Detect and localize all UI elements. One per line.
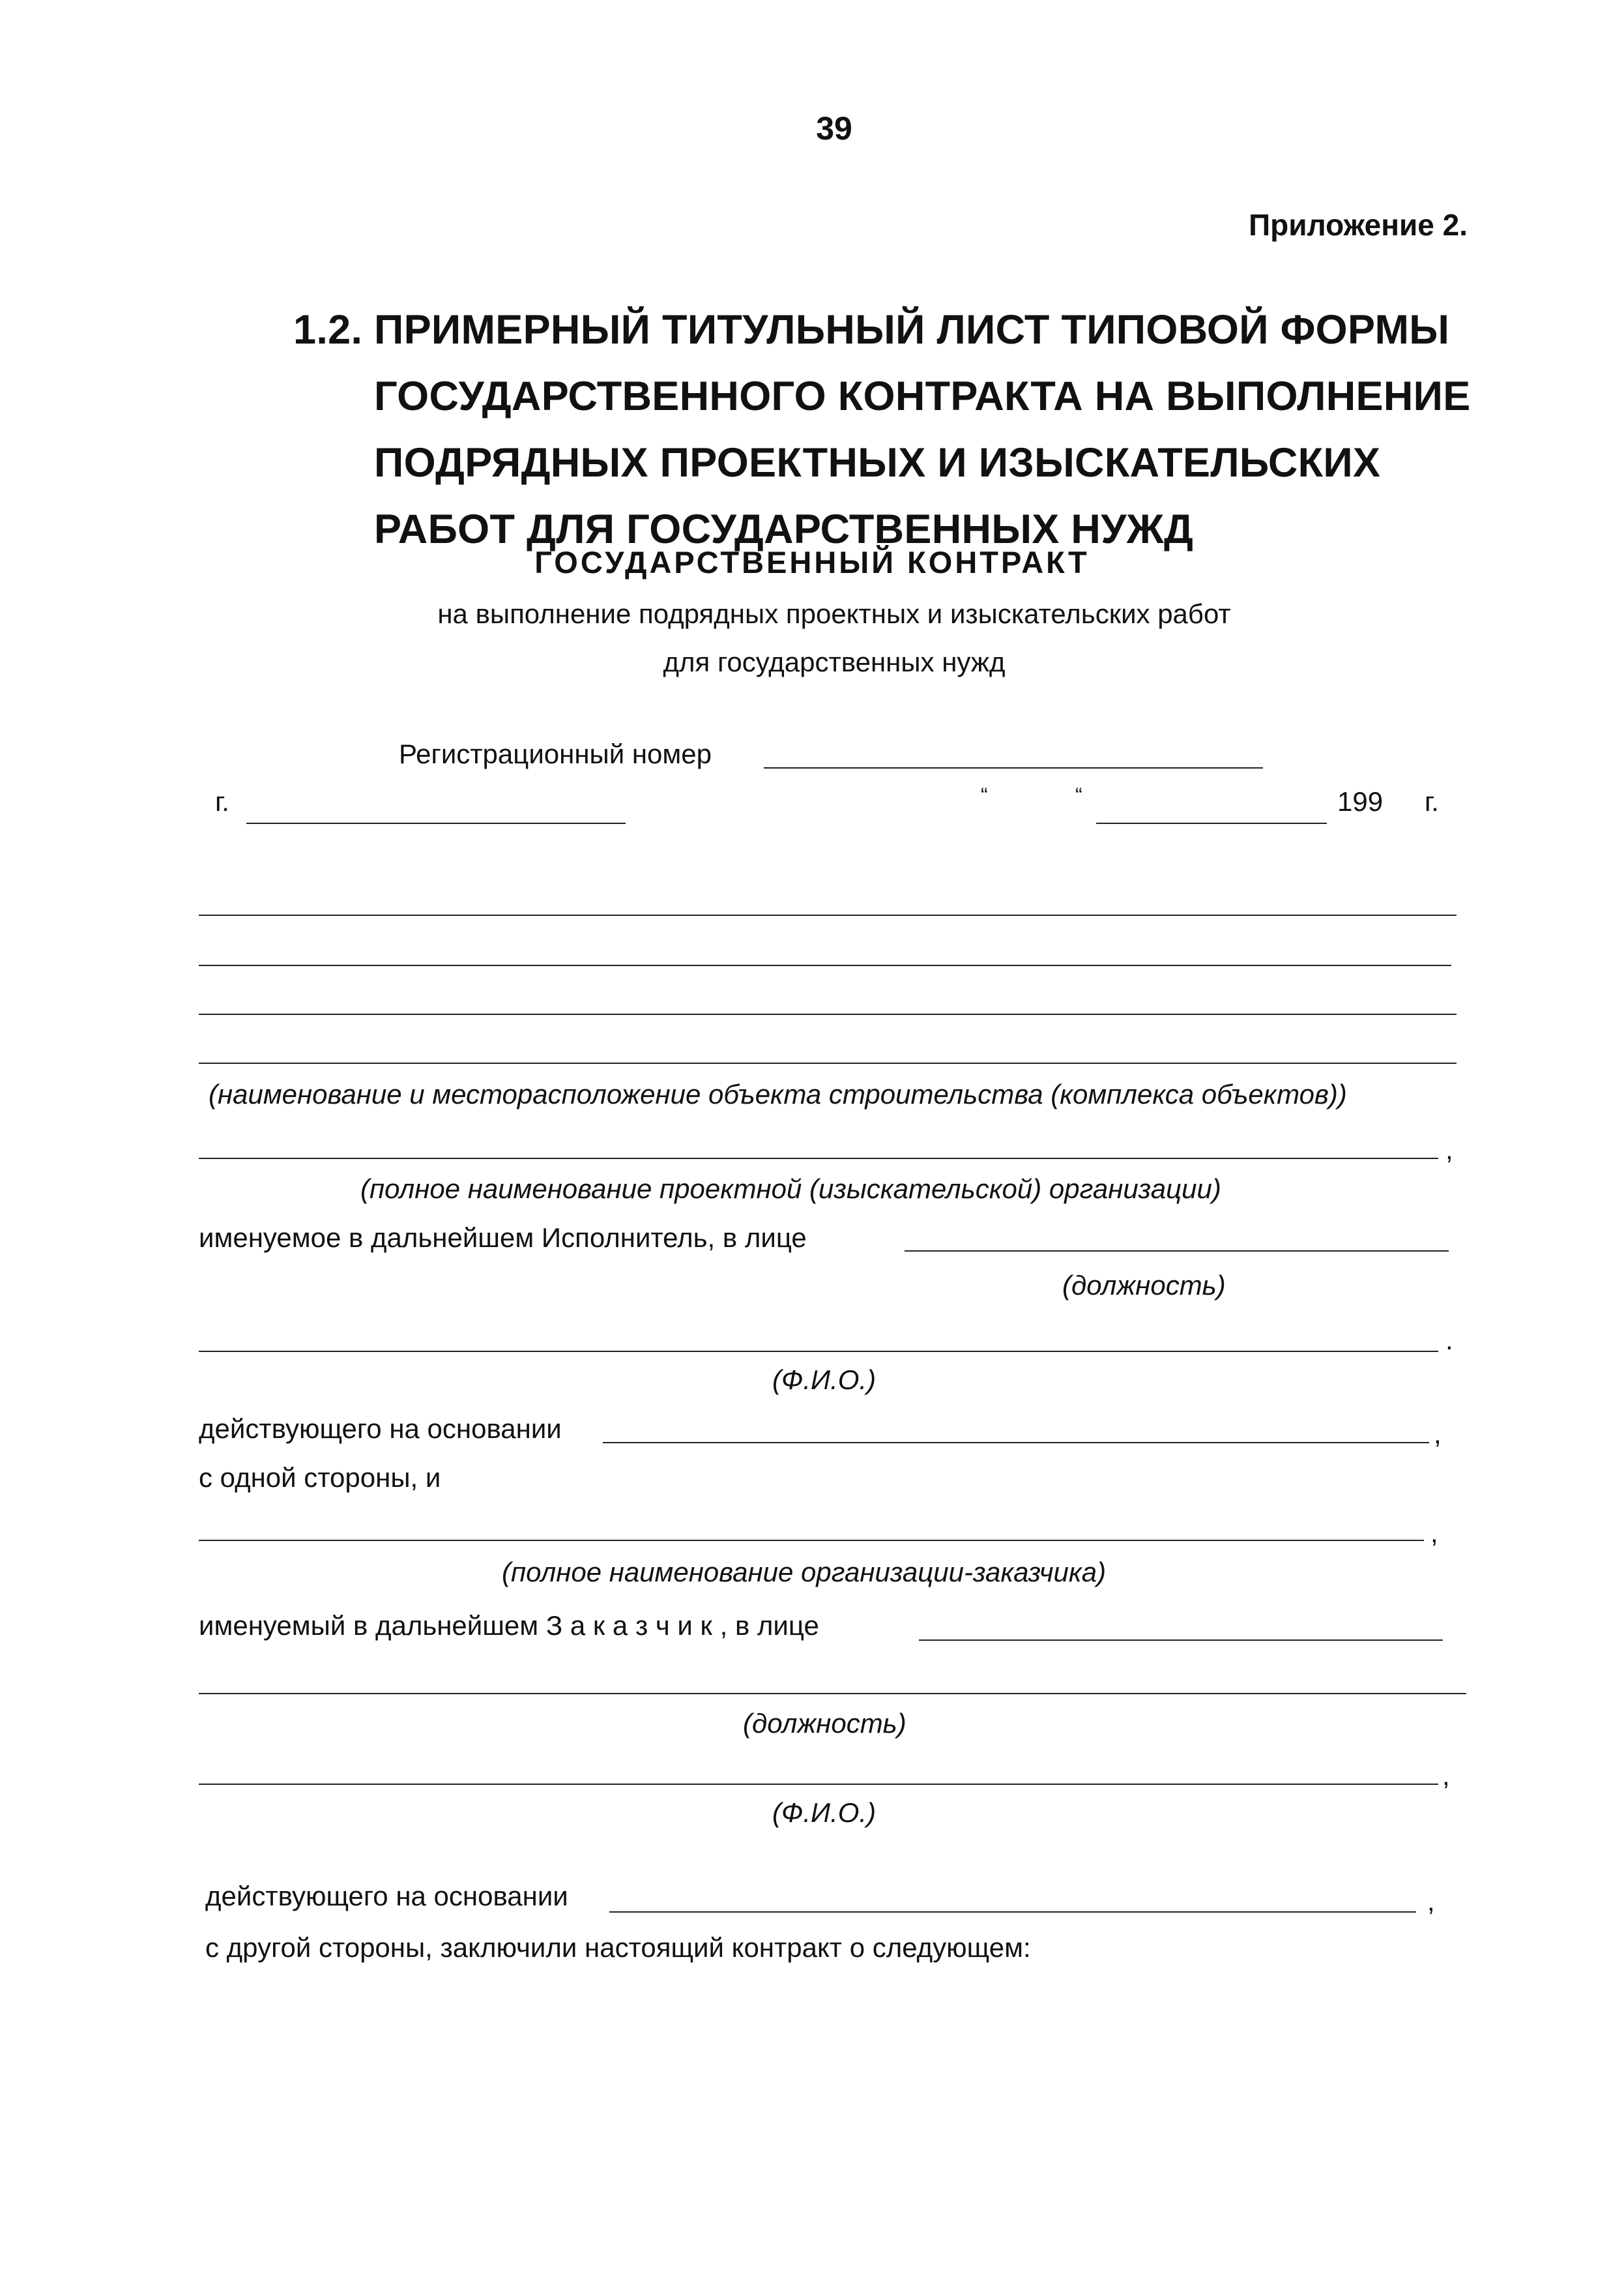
contractor-basis-field[interactable] <box>603 1442 1429 1443</box>
contractor-basis-comma: , <box>1434 1418 1442 1449</box>
contractor-named-text: именуемое в дальнейшем Исполнитель, в лице <box>199 1222 807 1253</box>
contract-subtitle-2: для государственных нужд <box>663 647 1006 677</box>
customer-fio-comma: , <box>1442 1760 1450 1791</box>
reg-number-field[interactable] <box>764 767 1263 769</box>
city-field[interactable] <box>246 823 626 824</box>
object-field-line-4[interactable] <box>199 1063 1457 1064</box>
contractor-fio-field[interactable] <box>199 1351 1438 1352</box>
title-line-1-text: ПРИМЕРНЫЙ ТИТУЛЬНЫЙ ЛИСТ ТИПОВОЙ ФОРМЫ <box>374 307 1450 353</box>
year-prefix: 199 <box>1337 786 1384 817</box>
date-quote-open: “ <box>981 784 988 807</box>
contractor-acting-basis: действующего на основании <box>199 1413 562 1444</box>
object-field-line-3[interactable] <box>199 1014 1457 1015</box>
title-line-3-text: ПОДРЯДНЫХ ПРОЕКТНЫХ И ИЗЫСКАТЕЛЬСКИХ <box>374 440 1381 486</box>
customer-caption: (полное наименование организации-заказчика) <box>502 1557 1107 1587</box>
contractor-comma: , <box>1445 1134 1453 1165</box>
customer-basis-field[interactable] <box>609 1911 1416 1913</box>
contractor-caption: (полное наименование проектной (изыскательской) организации) <box>360 1173 1221 1204</box>
section-number: 1.2. <box>293 307 363 353</box>
contractor-representative-field[interactable] <box>905 1250 1449 1252</box>
date-quote-close: “ <box>1075 784 1082 807</box>
contractor-fio-caption: (Ф.И.О.) <box>772 1364 877 1395</box>
customer-named-text: именуемый в дальнейшем З а к а з ч и к , в лице <box>199 1610 819 1641</box>
title-line-1 <box>293 297 1471 363</box>
customer-position-field[interactable] <box>199 1693 1466 1694</box>
object-field-line-2[interactable] <box>199 965 1451 966</box>
city-label: г. <box>215 786 229 817</box>
contractor-position-caption: (должность) <box>1062 1270 1226 1300</box>
date-month-field[interactable] <box>1096 823 1327 824</box>
contract-title: ГОСУДАРСТВЕННЫЙ КОНТРАКТ <box>534 545 1090 580</box>
title-line-2-text: ГОСУДАРСТВЕННОГО КОНТРАКТА НА ВЫПОЛНЕНИЕ <box>374 374 1471 419</box>
object-caption: (наименование и месторасположение объекта строительства (комплекса объектов)) <box>209 1079 1347 1109</box>
object-field-line-1[interactable] <box>199 915 1457 916</box>
customer-fio-caption: (Ф.И.О.) <box>772 1797 877 1828</box>
customer-fio-field[interactable] <box>199 1784 1438 1785</box>
other-side-text: с другой стороны, заключили настоящий контракт о следующем: <box>205 1932 1031 1963</box>
title-line-3 <box>293 430 1471 496</box>
customer-representative-field[interactable] <box>919 1639 1443 1641</box>
page-number: 39 <box>816 110 852 147</box>
customer-position-caption: (должность) <box>743 1708 906 1739</box>
section-title <box>293 297 1471 563</box>
contractor-fio-period: . <box>1445 1325 1453 1355</box>
title-line-2 <box>293 363 1471 430</box>
customer-comma: , <box>1430 1518 1438 1548</box>
customer-field[interactable] <box>199 1540 1424 1541</box>
title-line-4-text: РАБОТ ДЛЯ ГОСУДАРСТВЕННЫХ НУЖД <box>374 507 1194 552</box>
appendix-label: Приложение 2. <box>1249 208 1468 242</box>
contract-subtitle-1: на выполнение подрядных проектных и изыскательских работ <box>437 598 1231 629</box>
year-suffix: г. <box>1425 786 1439 817</box>
customer-basis-comma: , <box>1427 1886 1435 1917</box>
reg-number-label: Регистрационный номер <box>399 739 712 769</box>
one-side-text: с одной стороны, и <box>199 1462 441 1493</box>
customer-acting-basis: действующего на основании <box>205 1881 568 1911</box>
contractor-field[interactable] <box>199 1158 1438 1159</box>
